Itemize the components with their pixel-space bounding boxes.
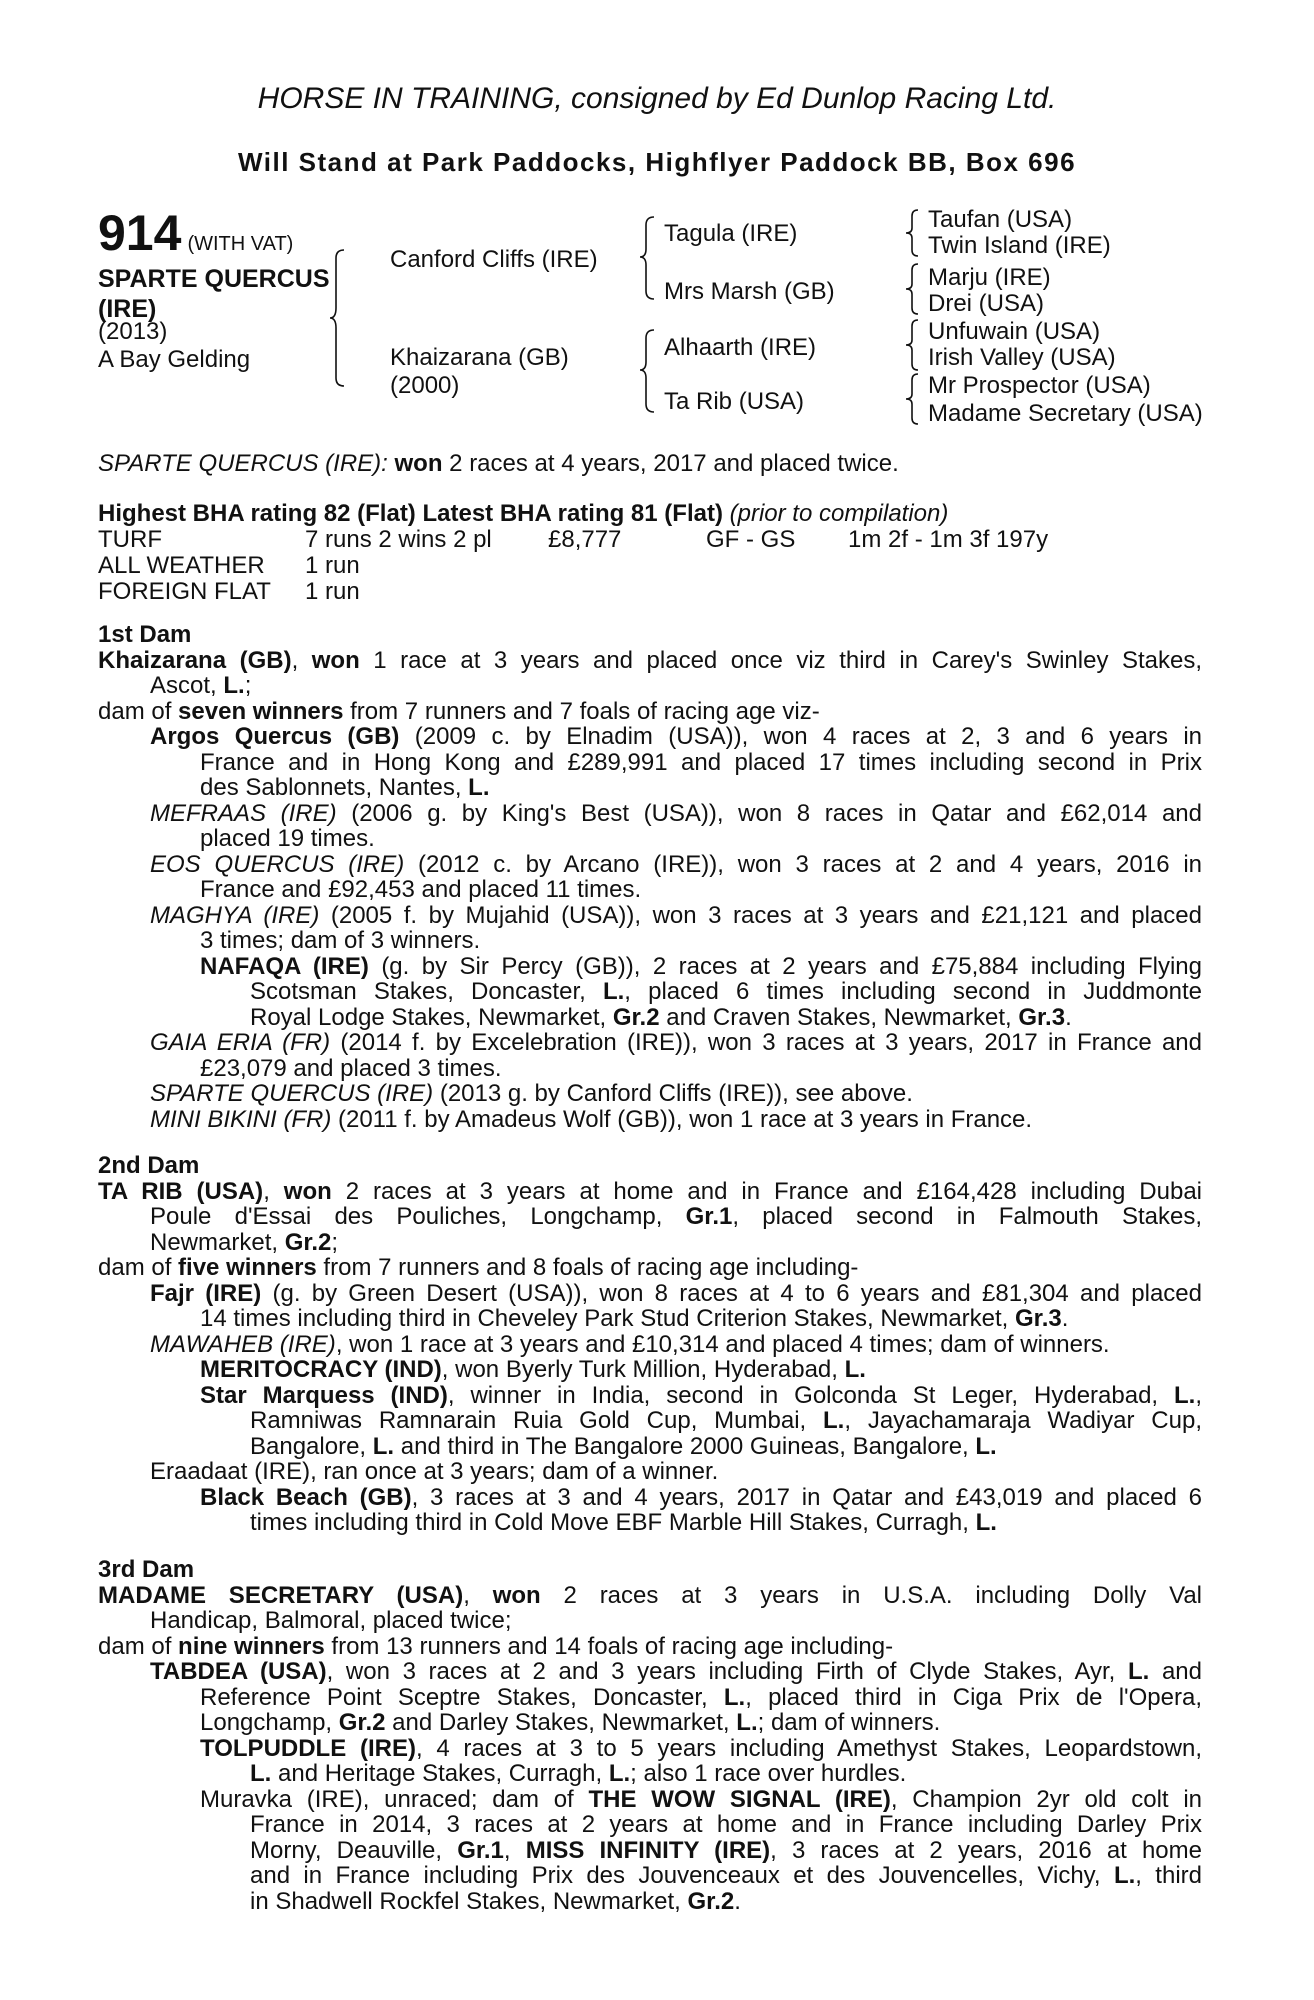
all-weather-label: ALL WEATHER bbox=[98, 552, 265, 579]
first-dam-line: Scotsman Stakes, Doncaster, L., placed 6 times including second in Juddmonte bbox=[250, 978, 1202, 1005]
first-dam-line: dam of seven winners from 7 runners and 7 foals of racing age viz- bbox=[98, 698, 820, 725]
lot-number-block bbox=[98, 207, 293, 259]
pedigree-brace-4 bbox=[904, 208, 922, 258]
pedigree-brace-3 bbox=[638, 328, 658, 414]
turf-going: GF - GS bbox=[706, 526, 796, 553]
ancestor-2: Twin Island (IRE) bbox=[928, 232, 1111, 259]
third-dam-heading: 3rd Dam bbox=[98, 1556, 195, 1583]
dam-dam: Ta Rib (USA) bbox=[664, 388, 805, 415]
first-dam-line: placed 19 times. bbox=[200, 825, 375, 852]
turf-distance: 1m 2f - 1m 3f 197y bbox=[848, 526, 1049, 553]
first-dam-line: GAIA ERIA (FR) (2014 f. by Excelebration (IRE)), won 3 races at 3 years, 2017 in France and bbox=[150, 1029, 1202, 1056]
dam: Khaizarana (GB) bbox=[390, 344, 569, 371]
third-dam-line: MADAME SECRETARY (USA), won 2 races at 3 years in U.S.A. including Dolly Val bbox=[98, 1582, 1202, 1609]
third-dam-line: Longchamp, Gr.2 and Darley Stakes, Newmarket, L.; dam of winners. bbox=[200, 1709, 941, 1736]
vat-note: (WITH VAT) bbox=[187, 233, 294, 255]
horse-name: SPARTE QUERCUS (IRE) bbox=[98, 265, 330, 323]
second-dam-line: Fajr (IRE) (g. by Green Desert (USA)), won 8 races at 4 to 6 years and £81,304 and placed bbox=[150, 1280, 1202, 1307]
second-dam-line: Bangalore, L. and third in The Bangalore 2000 Guineas, Bangalore, L. bbox=[250, 1433, 997, 1460]
turf-label: TURF bbox=[98, 526, 162, 553]
second-dam-line: times including third in Cold Move EBF Marble Hill Stakes, Curragh, L. bbox=[250, 1509, 997, 1536]
pedigree-brace-7 bbox=[904, 372, 922, 426]
third-dam-line: in Shadwell Rockfel Stakes, Newmarket, Gr.2. bbox=[250, 1888, 741, 1915]
ancestor-4: Drei (USA) bbox=[928, 290, 1045, 317]
turf-prize-money: £8,777 bbox=[548, 526, 622, 553]
second-dam-line: Newmarket, Gr.2; bbox=[150, 1229, 339, 1256]
second-dam-line: MAWAHEB (IRE), won 1 race at 3 years and £10,314 and placed 4 times; dam of winners. bbox=[150, 1331, 1110, 1358]
first-dam-line: NAFAQA (IRE) (g. by Sir Percy (GB)), 2 races at 2 years and £75,884 including Flying bbox=[200, 953, 1202, 980]
second-dam-line: Eraadaat (IRE), ran once at 3 years; dam of a winner. bbox=[150, 1458, 719, 1485]
ancestor-7: Mr Prospector (USA) bbox=[928, 372, 1151, 399]
race-summary: SPARTE QUERCUS (IRE): won 2 races at 4 years, 2017 and placed twice. bbox=[98, 450, 899, 477]
foreign-flat-label: FOREIGN FLAT bbox=[98, 578, 271, 605]
consignment-line: HORSE IN TRAINING, consigned by Ed Dunlop Racing Ltd. bbox=[257, 82, 1057, 115]
first-dam-line: France and in Hong Kong and £289,991 and placed 17 times including second in Prix bbox=[200, 749, 1202, 776]
pedigree-brace-6 bbox=[904, 318, 922, 372]
stand-location: Will Stand at Park Paddocks, Highflyer Paddock BB, Box 696 bbox=[237, 147, 1077, 177]
ancestor-5: Unfuwain (USA) bbox=[928, 318, 1101, 345]
third-dam-line: Morny, Deauville, Gr.1, MISS INFINITY (IRE), 3 races at 2 years, 2016 at home bbox=[250, 1837, 1202, 1864]
third-dam-line: Muravka (IRE), unraced; dam of THE WOW SIGNAL (IRE), Champion 2yr old colt in bbox=[200, 1786, 1203, 1813]
third-dam-line: TOLPUDDLE (IRE), 4 races at 3 to 5 years including Amethyst Stakes, Leopardstown, bbox=[200, 1735, 1202, 1762]
foaling-year: (2013) bbox=[98, 318, 168, 345]
first-dam-line: 3 times; dam of 3 winners. bbox=[200, 927, 481, 954]
second-dam-line: Poule d'Essai des Pouliches, Longchamp, Gr.1, placed second in Falmouth Stakes, bbox=[150, 1203, 1202, 1230]
second-dam-line: Ramniwas Ramnarain Ruia Gold Cup, Mumbai, L., Jayachamaraja Wadiyar Cup, bbox=[250, 1407, 1202, 1434]
first-dam-line: SPARTE QUERCUS (IRE) (2013 g. by Canford Cliffs (IRE)), see above. bbox=[150, 1080, 913, 1107]
third-dam-line: Reference Point Sceptre Stakes, Doncaster, L., placed third in Ciga Prix de l'Opera, bbox=[200, 1684, 1203, 1711]
horse-description: A Bay Gelding bbox=[98, 346, 251, 373]
lot-number: 914 bbox=[98, 205, 182, 261]
ancestor-3: Marju (IRE) bbox=[928, 264, 1051, 291]
first-dam-line: Argos Quercus (GB) (2009 c. by Elnadim (USA)), won 4 races at 2, 3 and 6 years in bbox=[150, 723, 1202, 750]
dam-sire: Alhaarth (IRE) bbox=[664, 334, 817, 361]
pedigree-brace-1 bbox=[328, 248, 348, 388]
second-dam-line: Black Beach (GB), 3 races at 3 and 4 years, 2017 in Qatar and £43,019 and placed 6 bbox=[200, 1484, 1202, 1511]
first-dam-line: MEFRAAS (IRE) (2006 g. by King's Best (USA)), won 8 races in Qatar and £62,014 and bbox=[150, 800, 1202, 827]
all-weather-runs: 1 run bbox=[305, 552, 360, 579]
foreign-flat-runs: 1 run bbox=[305, 578, 360, 605]
pedigree-brace-2 bbox=[638, 215, 658, 301]
bha-rating: Highest BHA rating 82 (Flat) Latest BHA rating 81 (Flat) (prior to compilation) bbox=[98, 500, 949, 527]
third-dam-line: TABDEA (USA), won 3 races at 2 and 3 years including Firth of Clyde Stakes, Ayr, L. and bbox=[150, 1658, 1203, 1685]
ancestor-6: Irish Valley (USA) bbox=[928, 344, 1116, 371]
sire-dam: Mrs Marsh (GB) bbox=[664, 278, 835, 305]
pedigree-brace-5 bbox=[904, 262, 922, 316]
second-dam-line: 14 times including third in Cheveley Park Stud Criterion Stakes, Newmarket, Gr.3. bbox=[200, 1305, 1069, 1332]
first-dam-line: des Sablonnets, Nantes, L. bbox=[200, 774, 490, 801]
first-dam-line: Royal Lodge Stakes, Newmarket, Gr.2 and Craven Stakes, Newmarket, Gr.3. bbox=[250, 1004, 1072, 1031]
third-dam-line: France in 2014, 3 races at 2 years at home and in France including Darley Prix bbox=[250, 1811, 1202, 1838]
second-dam-line: MERITOCRACY (IND), won Byerly Turk Million, Hyderabad, L. bbox=[200, 1356, 866, 1383]
third-dam-line: and in France including Prix des Jouvenceaux et des Jouvencelles, Vichy, L., third bbox=[250, 1862, 1202, 1889]
third-dam-line: dam of nine winners from 13 runners and 14 foals of racing age including- bbox=[98, 1633, 894, 1660]
first-dam-heading: 1st Dam bbox=[98, 621, 192, 648]
first-dam-line: MAGHYA (IRE) (2005 f. by Mujahid (USA)), won 3 races at 3 years and £21,121 and placed bbox=[150, 902, 1202, 929]
first-dam-line: MINI BIKINI (FR) (2011 f. by Amadeus Wolf (GB)), won 1 race at 3 years in France. bbox=[150, 1106, 1033, 1133]
sire-sire: Tagula (IRE) bbox=[664, 220, 798, 247]
ancestor-8: Madame Secretary (USA) bbox=[928, 400, 1203, 427]
first-dam-line: France and £92,453 and placed 11 times. bbox=[200, 876, 642, 903]
first-dam-line: EOS QUERCUS (IRE) (2012 c. by Arcano (IRE)), won 3 races at 2 and 4 years, 2016 in bbox=[150, 851, 1203, 878]
dam-year: (2000) bbox=[390, 372, 460, 399]
third-dam-line: Handicap, Balmoral, placed twice; bbox=[150, 1607, 512, 1634]
first-dam-line: £23,079 and placed 3 times. bbox=[200, 1055, 502, 1082]
turf-runs: 7 runs 2 wins 2 pl bbox=[305, 526, 492, 553]
first-dam-line: Khaizarana (GB), won 1 race at 3 years and placed once viz third in Carey's Swinley Stakes, bbox=[98, 647, 1202, 674]
second-dam-heading: 2nd Dam bbox=[98, 1152, 200, 1179]
sire: Canford Cliffs (IRE) bbox=[390, 246, 598, 273]
first-dam-line: Ascot, L.; bbox=[150, 672, 252, 699]
second-dam-line: TA RIB (USA), won 2 races at 3 years at home and in France and £164,428 including Dubai bbox=[98, 1178, 1202, 1205]
second-dam-line: dam of five winners from 7 runners and 8 foals of racing age including- bbox=[98, 1254, 859, 1281]
third-dam-line: L. and Heritage Stakes, Curragh, L.; also 1 race over hurdles. bbox=[250, 1760, 907, 1787]
ancestor-1: Taufan (USA) bbox=[928, 206, 1073, 233]
lot-details bbox=[98, 318, 250, 374]
second-dam-line: Star Marquess (IND), winner in India, second in Golconda St Leger, Hyderabad, L., bbox=[200, 1382, 1202, 1409]
